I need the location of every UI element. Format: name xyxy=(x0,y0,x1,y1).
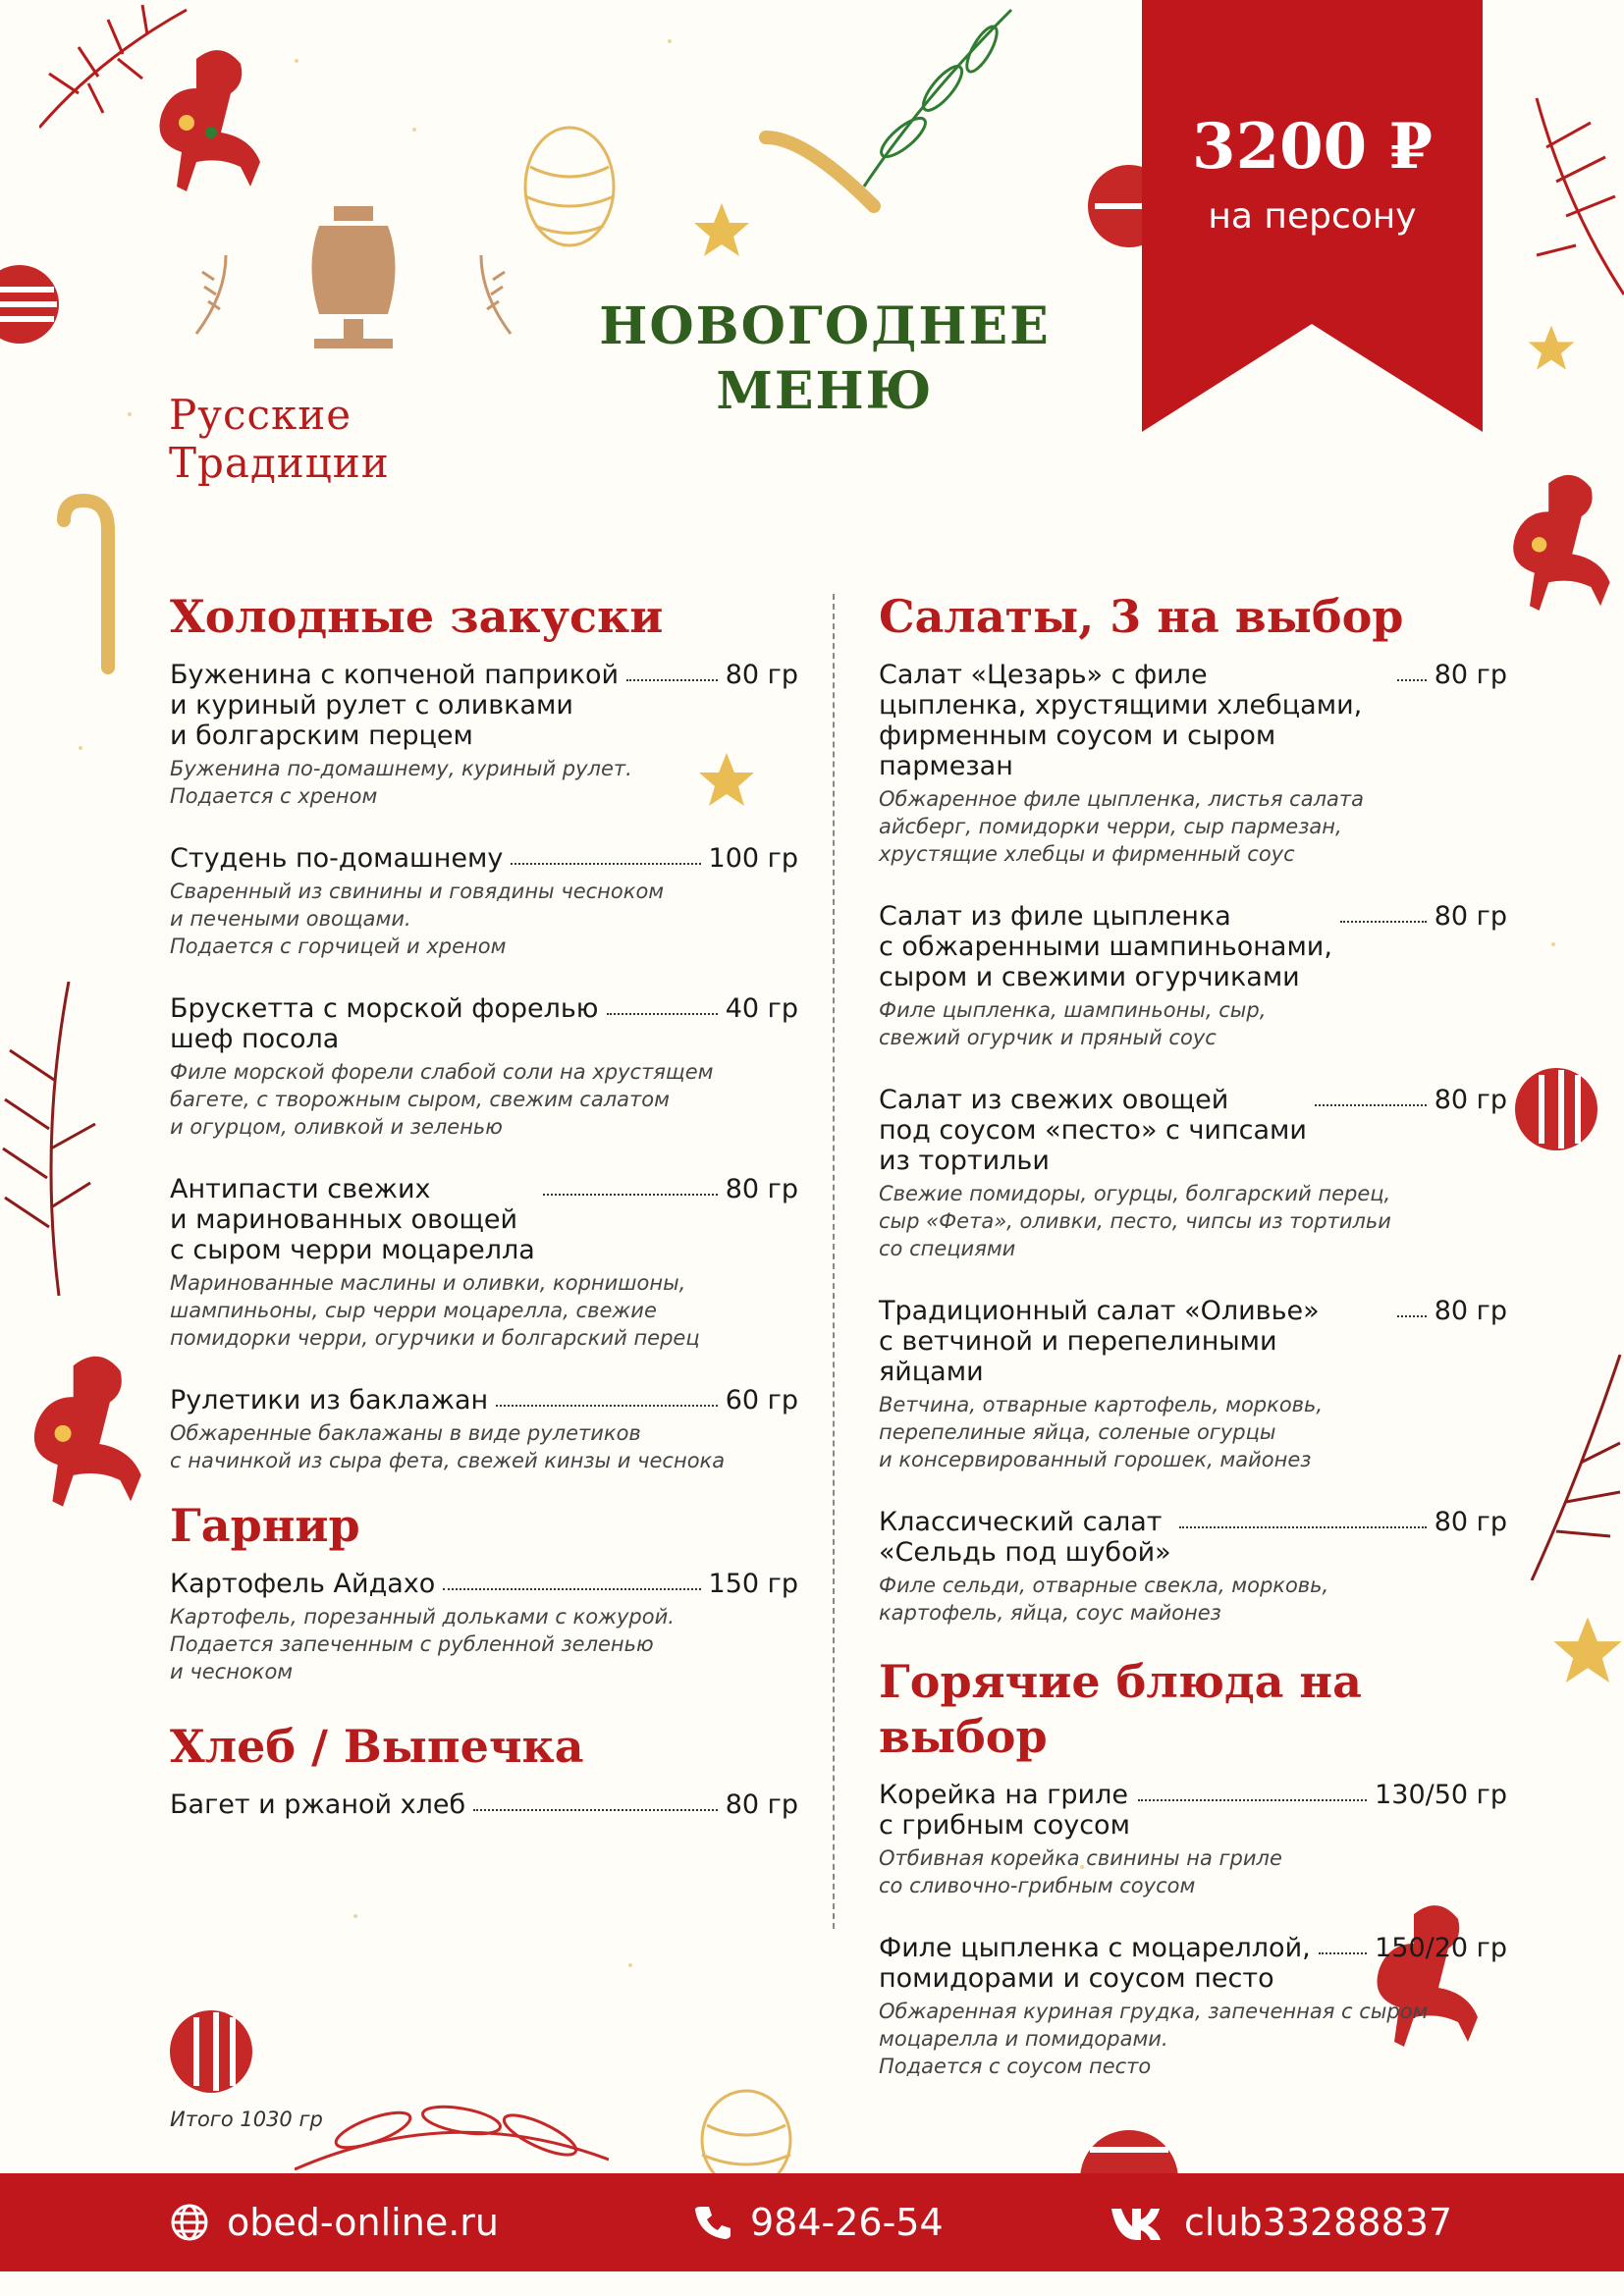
menu-item-name: Антипасти свежих и маринованных овощей с сыром черри моцарелла xyxy=(170,1174,535,1265)
menu-item-header xyxy=(879,1507,1507,1568)
menu-item xyxy=(879,1933,1507,2080)
section-title: Гарнир xyxy=(170,1499,360,1552)
total-weight: Итого 1030 гр xyxy=(170,2108,323,2131)
menu-item-description: Свежие помидоры, огурцы, болгарский перец, сыр «Фета», оливки, песто, чипсы из тортильи со специями xyxy=(879,1182,1391,1260)
menu-item xyxy=(170,993,798,1141)
website-link[interactable] xyxy=(170,2193,499,2252)
menu-item-weight: 40 гр xyxy=(725,993,798,1024)
dot-leader xyxy=(543,1174,718,1196)
menu-item-header xyxy=(170,660,798,751)
menu-item-header xyxy=(170,1385,798,1415)
star-right-body xyxy=(1551,1615,1624,1687)
menu-item-description: Филе сельди, отварные свекла, морковь, картофель, яйца, соус майонез xyxy=(879,1574,1329,1625)
menu-item-name: Корейка на гриле с грибным соусом xyxy=(879,1780,1130,1841)
menu-item-name: Багет и ржаной хлеб xyxy=(170,1789,466,1820)
menu-item-description: Обжаренная куриная грудка, запеченная с сыром моцарелла и помидорами. Подается с соусом песто xyxy=(879,2000,1429,2078)
left-column xyxy=(170,589,798,1853)
section-cold-starters xyxy=(170,589,798,1474)
menu-item-weight: 150 гр xyxy=(708,1569,798,1599)
menu-item-name: Салат «Цезарь» с филе цыпленка, хрустящими хлебцами, фирменным соусом и сыром пармезан xyxy=(879,660,1363,781)
dot-leader xyxy=(1397,1296,1427,1317)
menu-item-name: Филе цыпленка с моцареллой, помидорами и соусом песто xyxy=(879,1933,1311,1994)
menu-item-name: Классический салат «Сельдь под шубой» xyxy=(879,1507,1171,1568)
menu-item-name: Салат из свежих овощей под соусом «песто» с чипсами из тортильи xyxy=(879,1085,1307,1176)
section-title: Хлеб / Выпечка xyxy=(170,1720,584,1773)
price-unit: на персону xyxy=(1208,196,1417,237)
dot-leader xyxy=(496,1385,718,1407)
menu-item xyxy=(170,1174,798,1352)
dot-leader xyxy=(443,1569,700,1590)
menu-item-weight: 60 гр xyxy=(725,1385,798,1415)
section-title: Горячие блюда на выбор xyxy=(879,1655,1362,1763)
menu-item-header xyxy=(879,1296,1507,1387)
dot-leader xyxy=(1138,1780,1367,1801)
menu-item-header xyxy=(879,660,1507,781)
menu-item xyxy=(170,1385,798,1474)
pine-cone-bottom xyxy=(687,2071,805,2179)
ornament-bottom-left xyxy=(162,1993,260,2101)
menu-item-header xyxy=(170,1569,798,1599)
menu-item-description: Обжаренные баклажаны в виде рулетиков с начинкой из сыра фета, свежей кинзы и чеснока xyxy=(170,1421,726,1472)
menu-item xyxy=(879,660,1507,868)
menu-item-weight: 80 гр xyxy=(725,1174,798,1204)
menu-title-line1: НОВОГОДНЕЕ xyxy=(599,296,1051,356)
section-salads xyxy=(879,589,1507,1627)
menu-item-description: Филе цыпленка, шампиньоны, сыр, свежий огурчик и пряный соус xyxy=(879,998,1267,1049)
phone-link[interactable] xyxy=(693,2193,944,2252)
menu-item-weight: 80 гр xyxy=(1434,660,1507,690)
menu-item xyxy=(879,1507,1507,1627)
menu-item-header xyxy=(170,1174,798,1265)
dot-leader xyxy=(607,993,718,1015)
left-branch-middle xyxy=(0,982,108,1296)
section-title: Холодные закуски xyxy=(170,590,664,643)
menu-item-description: Буженина по-домашнему, куриный рулет. Подается с хреном xyxy=(170,757,632,808)
menu-item-weight: 80 гр xyxy=(725,660,798,690)
ornament-left xyxy=(0,245,79,353)
menu-item-description: Маринованные маслины и оливки, корнишоны, шампиньоны, сыр черри моцарелла, свежие помидорки черри, огурчики и болгарский перец xyxy=(170,1271,700,1350)
menu-item-weight: 80 гр xyxy=(725,1789,798,1820)
menu-item xyxy=(170,843,798,960)
menu-item-name: Традиционный салат «Оливье» с ветчиной и перепелиными яйцами xyxy=(879,1296,1320,1387)
menu-item-description: Сваренный из свинины и говядины чесноком и печеными овощами. Подается с горчицей и хреном xyxy=(170,880,665,958)
menu-item-description: Картофель, порезанный дольками с кожурой. Подается запеченным с рубленной зеленью и чесноком xyxy=(170,1605,675,1683)
phone-icon xyxy=(693,2203,732,2242)
vk-text: club33288837 xyxy=(1184,2201,1453,2244)
section-hot-dishes xyxy=(879,1654,1507,2080)
star-top xyxy=(692,201,751,260)
vk-icon xyxy=(1110,2203,1166,2242)
menu-title xyxy=(589,294,1060,424)
horse-top-left xyxy=(128,39,275,196)
menu-item-name: Салат из филе цыпленка с обжаренными шампиньонами, сыром и свежими огурчиками xyxy=(879,901,1332,992)
menu-item xyxy=(879,1296,1507,1473)
vk-link[interactable] xyxy=(1110,2193,1452,2252)
column-divider xyxy=(833,594,835,1929)
menu-item-description: Отбивная корейка свинины на гриле со сливочно-грибным соусом xyxy=(879,1846,1282,1897)
brand-name: Русские Традиции xyxy=(169,391,390,487)
menu-item-header xyxy=(170,993,798,1054)
menu-item-name: Рулетики из баклажан xyxy=(170,1385,489,1415)
menu-item-weight: 80 гр xyxy=(1434,1085,1507,1115)
menu-title-line2: МЕНЮ xyxy=(716,361,934,421)
dot-leader xyxy=(626,660,718,681)
ornament-bottom-center xyxy=(1070,2110,1188,2179)
price: 3200 ₽ xyxy=(1192,110,1433,184)
dot-leader xyxy=(1315,1085,1427,1106)
menu-item-weight: 80 гр xyxy=(1434,1507,1507,1537)
leaves-top-center xyxy=(844,0,1021,196)
dot-leader xyxy=(1179,1507,1427,1528)
dot-leader xyxy=(473,1789,718,1811)
candy-cane-left xyxy=(54,491,133,677)
star-right xyxy=(1527,324,1576,373)
menu-item xyxy=(170,1789,798,1820)
globe-icon xyxy=(170,2203,209,2242)
leaves-bottom-left xyxy=(295,2042,609,2179)
right-branch-lower xyxy=(1512,1355,1624,1580)
horse-left xyxy=(0,1345,157,1512)
website-text: obed-online.ru xyxy=(227,2201,499,2244)
menu-item-header xyxy=(879,1780,1507,1841)
dot-leader xyxy=(1340,901,1427,923)
section-title: Салаты, 3 на выбор xyxy=(879,590,1404,643)
menu-item-weight: 80 гр xyxy=(1434,901,1507,932)
menu-item xyxy=(170,660,798,810)
menu-item-header xyxy=(879,1085,1507,1176)
menu-item-name: Студень по-домашнему xyxy=(170,843,504,874)
section-bread xyxy=(170,1719,798,1820)
menu-item-description: Ветчина, отварные картофель, морковь, перепелиные яйца, соленые огурцы и консервированный горошек, майонез xyxy=(879,1393,1324,1471)
phone-text: 984-26-54 xyxy=(750,2201,944,2244)
menu-item xyxy=(879,1780,1507,1899)
menu-item-name: Буженина с копченой паприкой и куриный рулет с оливками и болгарским перцем xyxy=(170,660,620,751)
menu-item-description: Филе морской форели слабой соли на хрустящем багете, с творожным сыром, свежим салатом и огурцом, оливкой и зеленью xyxy=(170,1060,714,1139)
menu-item-weight: 80 гр xyxy=(1434,1296,1507,1326)
ornament-right xyxy=(1507,1050,1605,1158)
menu-item-header xyxy=(879,1933,1507,1994)
right-column xyxy=(879,589,1507,2113)
section-garnish xyxy=(170,1498,798,1685)
menu-item-name: Картофель Айдахо xyxy=(170,1569,436,1599)
menu-item-weight: 130/50 гр xyxy=(1375,1780,1507,1810)
top-right-branch xyxy=(1507,88,1624,304)
menu-item-header xyxy=(879,901,1507,992)
dot-leader xyxy=(1397,660,1427,681)
dot-leader xyxy=(1319,1933,1367,1954)
dot-leader xyxy=(511,843,700,865)
menu-item-weight: 150/20 гр xyxy=(1375,1933,1507,1963)
menu-item-description: Обжаренное филе цыпленка, листья салата айсберг, помидорки черри, сыр пармезан, хрустящие хлебцы и фирменный соус xyxy=(879,787,1364,866)
menu-item-weight: 100 гр xyxy=(708,843,798,874)
menu-item-header xyxy=(170,843,798,874)
menu-item xyxy=(170,1569,798,1685)
menu-item-name: Брускетта с морской форелью шеф посола xyxy=(170,993,599,1054)
menu-item xyxy=(879,1085,1507,1262)
menu-item xyxy=(879,901,1507,1051)
menu-item-header xyxy=(170,1789,798,1820)
